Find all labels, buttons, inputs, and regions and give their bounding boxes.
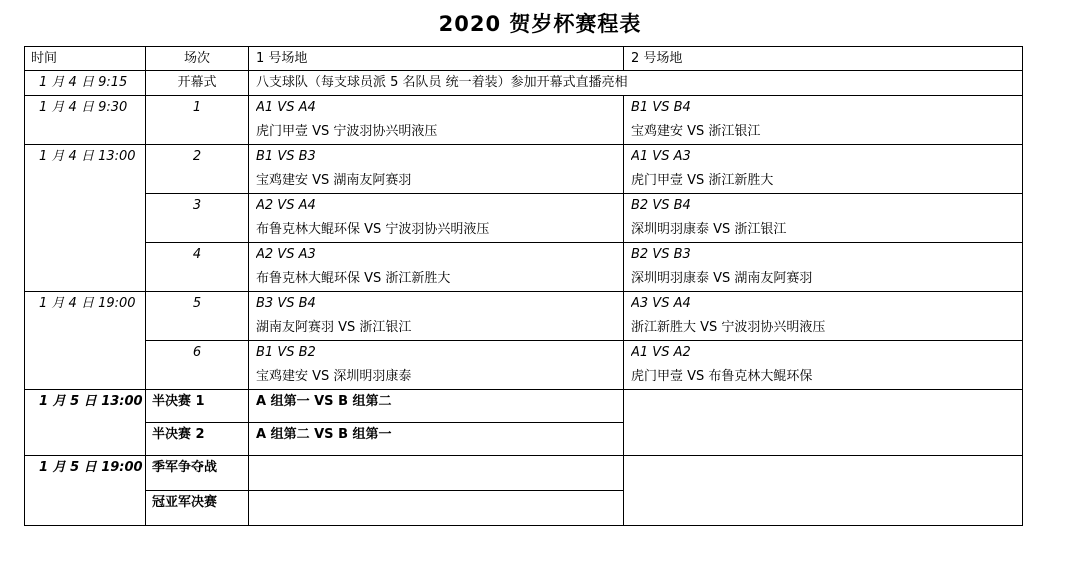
- match-code: A1 VS A3: [631, 149, 691, 164]
- match-teams: 虎门甲壹 VS 宁波羽协兴明液压: [256, 124, 438, 139]
- match-round: 2: [146, 145, 249, 194]
- final-round: 冠亚军决赛: [146, 491, 249, 526]
- page-title: 2020 贺岁杯赛程表: [438, 12, 642, 36]
- match-code: A1 VS A4: [256, 100, 316, 115]
- match-round: 1: [146, 96, 249, 145]
- match-teams: 宝鸡建安 VS 深圳明羽康泰: [256, 369, 412, 384]
- final-row: [25, 456, 1023, 491]
- match-teams: 深圳明羽康泰 VS 湖南友阿赛羽: [631, 271, 813, 286]
- match-row: [25, 194, 1023, 243]
- header-venue1: 1 号场地: [249, 47, 624, 71]
- final-round: 季军争夺战: [146, 456, 249, 491]
- match-code: A1 VS A2: [631, 345, 691, 360]
- match-teams: 布鲁克林大鲲环保 VS 宁波羽协兴明液压: [256, 222, 490, 237]
- match-round: 6: [146, 341, 249, 390]
- match-code: A3 VS A4: [631, 296, 691, 311]
- semifinal-match: A 组第二 VS B 组第一: [249, 423, 624, 456]
- venue2-cell: [624, 145, 1023, 194]
- match-row: [25, 96, 1023, 145]
- venue2-cell: [624, 292, 1023, 341]
- match-teams: 虎门甲壹 VS 浙江新胜大: [631, 173, 774, 188]
- match-row: [25, 243, 1023, 292]
- final-match: [249, 456, 624, 491]
- match-time: 1 月 4 日 9:30: [25, 96, 146, 145]
- schedule-table: [24, 46, 1023, 526]
- match-code: B1 VS B3: [256, 149, 316, 164]
- venue2-cell: [624, 96, 1023, 145]
- venue1-cell: [249, 194, 624, 243]
- venue2-cell: [624, 243, 1023, 292]
- venue1-cell: [249, 341, 624, 390]
- match-teams: 深圳明羽康泰 VS 浙江银江: [631, 222, 787, 237]
- match-round: 3: [146, 194, 249, 243]
- semifinal-round: 半决赛 2: [146, 423, 249, 456]
- semifinal-row: [25, 390, 1023, 423]
- match-teams: 宝鸡建安 VS 浙江银江: [631, 124, 761, 139]
- semifinal-time: 1 月 5 日 13:00: [25, 390, 146, 456]
- final-venue2: [624, 456, 1023, 526]
- match-teams: 湖南友阿赛羽 VS 浙江银江: [256, 320, 412, 335]
- match-teams: 虎门甲壹 VS 布鲁克林大鲲环保: [631, 369, 813, 384]
- header-time: 时间: [25, 47, 146, 71]
- venue1-cell: [249, 96, 624, 145]
- venue1-cell: [249, 243, 624, 292]
- match-code: A2 VS A3: [256, 247, 316, 262]
- match-code: B1 VS B2: [256, 345, 316, 360]
- match-round: 5: [146, 292, 249, 341]
- venue2-cell: [624, 341, 1023, 390]
- match-teams: 宝鸡建安 VS 湖南友阿赛羽: [256, 173, 412, 188]
- semifinal-venue2: [624, 390, 1023, 456]
- semifinal-round: 半决赛 1: [146, 390, 249, 423]
- final-match: [249, 491, 624, 526]
- match-time: 1 月 4 日 13:00: [25, 145, 146, 292]
- match-teams: 布鲁克林大鲲环保 VS 浙江新胜大: [256, 271, 451, 286]
- header-row: [25, 47, 1023, 71]
- venue1-cell: [249, 292, 624, 341]
- match-code: B3 VS B4: [256, 296, 316, 311]
- semifinal-match: A 组第一 VS B 组第二: [249, 390, 624, 423]
- opening-text: 八支球队（每支球员派 5 名队员 统一着装）参加开幕式直播亮相: [249, 71, 1023, 96]
- opening-round: 开幕式: [146, 71, 249, 96]
- match-code: B1 VS B4: [631, 100, 691, 115]
- match-teams: 浙江新胜大 VS 宁波羽协兴明液压: [631, 320, 826, 335]
- opening-time: 1 月 4 日 9:15: [25, 71, 146, 96]
- match-row: [25, 292, 1023, 341]
- venue2-cell: [624, 194, 1023, 243]
- header-venue2: 2 号场地: [624, 47, 1023, 71]
- match-round: 4: [146, 243, 249, 292]
- match-code: B2 VS B4: [631, 198, 691, 213]
- match-row: [25, 341, 1023, 390]
- header-round: 场次: [146, 47, 249, 71]
- match-time: 1 月 4 日 19:00: [25, 292, 146, 390]
- final-time: 1 月 5 日 19:00: [25, 456, 146, 526]
- venue1-cell: [249, 145, 624, 194]
- match-row: [25, 145, 1023, 194]
- opening-row: [25, 71, 1023, 96]
- match-code: A2 VS A4: [256, 198, 316, 213]
- match-code: B2 VS B3: [631, 247, 691, 262]
